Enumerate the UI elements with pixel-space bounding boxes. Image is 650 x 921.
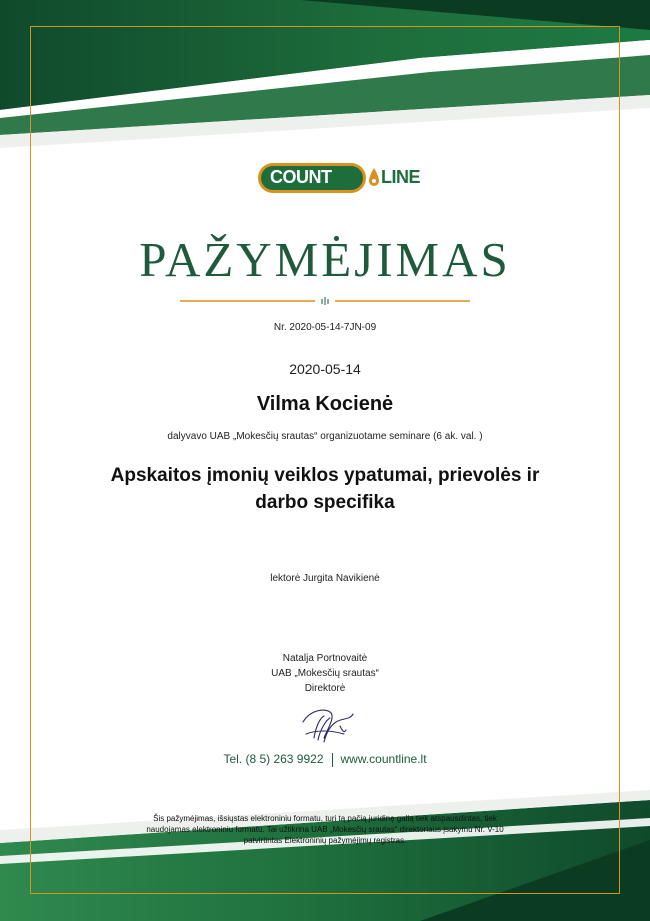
title-divider	[180, 296, 470, 306]
footer-line: patvirtintas Elektroninių pažymėjimų registras.	[243, 836, 407, 845]
handwritten-signature	[300, 704, 356, 748]
certificate-number: Nr. 2020-05-14-7JN-09	[273, 322, 377, 333]
contact-separator	[332, 753, 333, 767]
course-title	[75, 462, 575, 516]
page-title: PAŽYMĖJIMAS	[139, 232, 511, 287]
logo-count-text: COUNT	[270, 167, 332, 187]
signatory-role: Direktorė	[304, 683, 346, 694]
logo-line-text: LINE	[381, 167, 421, 187]
contact-line	[0, 752, 650, 767]
website-link[interactable]: www.countline.lt	[340, 752, 427, 766]
signatory-name: Natalja Portnovaitė	[282, 653, 368, 664]
drop-icon	[368, 167, 380, 189]
lector-text: lektorė Jurgita Navikienė	[270, 573, 380, 584]
course-title-line: Apskaitos įmonių veiklos ypatumai, prievolės ir	[110, 465, 540, 486]
course-title-line: darbo specifika	[255, 492, 395, 513]
footer-line: naudojamas elektroniniu formatu. Tai užtikrina UAB „Mokesčių srautas“ direktoriaus įsakymu Nr. V-10	[146, 825, 504, 834]
phone-text: Tel. (8 5) 263 9922	[223, 752, 324, 766]
countline-logo	[258, 163, 421, 193]
legal-footer	[110, 813, 540, 846]
signatory-block	[0, 651, 650, 696]
participation-text: dalyvavo UAB „Mokesčių srautas“ organizuotame seminare (6 ak. val. )	[167, 431, 483, 442]
footer-line: Šis pažymėjimas, išsiųstas elektroniniu formatu, turi tą pačią juridinę galią tiek atspausdintas, tiek	[153, 814, 497, 823]
recipient-name: Vilma Kocienė	[256, 393, 394, 415]
signatory-company: UAB „Mokesčių srautas“	[271, 668, 379, 679]
certificate-date: 2020-05-14	[289, 361, 361, 377]
